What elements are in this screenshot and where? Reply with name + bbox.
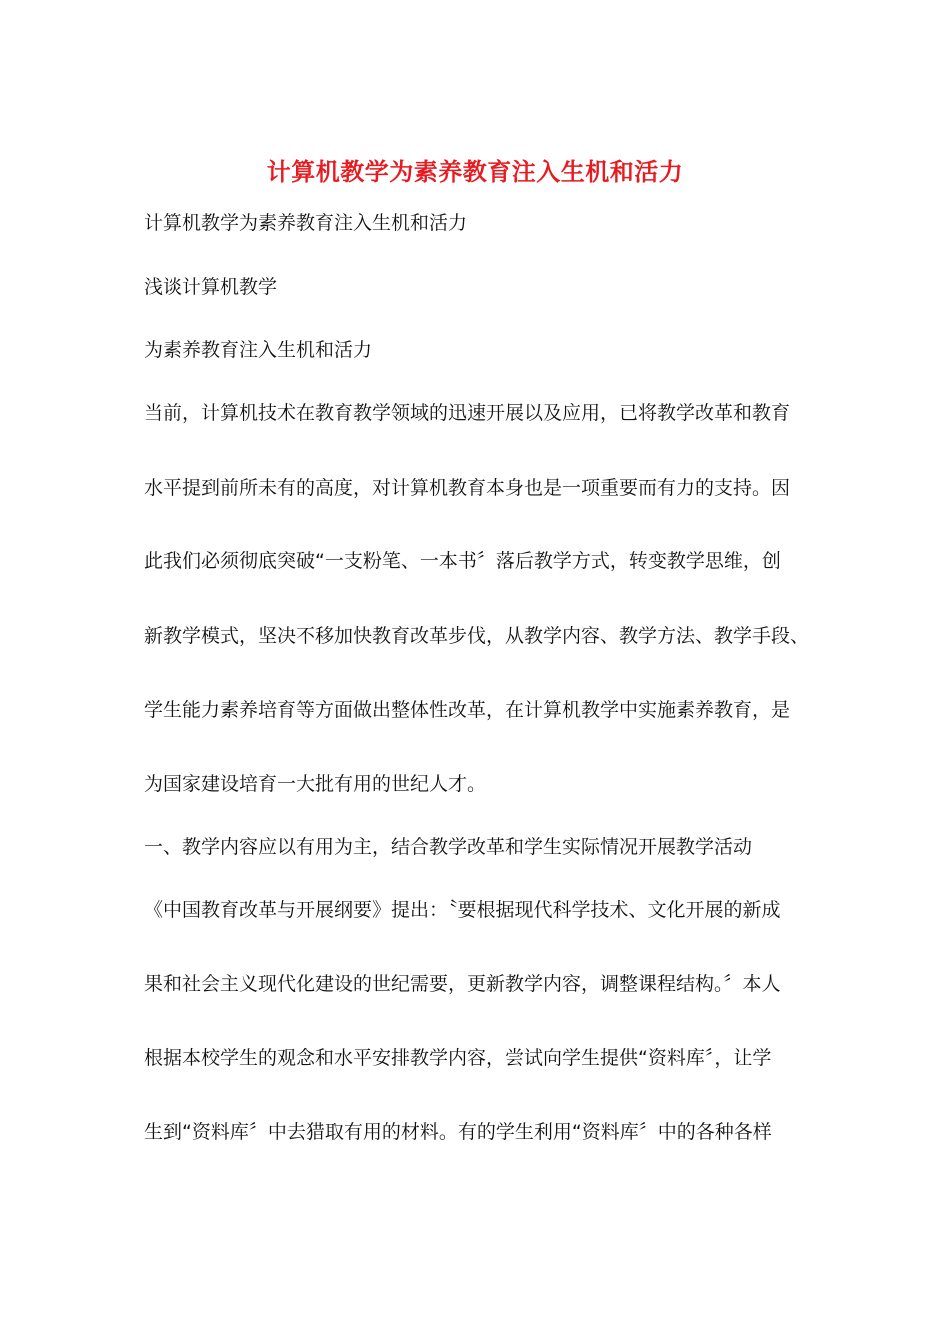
paragraph-line: 新教学模式，坚决不移加快教育改革步伐，从教学内容、教学方法、教学手段、 [144, 625, 810, 647]
subtitle-line: 浅谈计算机教学 [144, 276, 278, 298]
paragraph-line: 学生能力素养培育等方面做出整体性改革，在计算机教学中实施素养教育，是 [144, 699, 791, 721]
section-heading: 一、教学内容应以有用为主，结合教学改革和学生实际情况开展教学活动 [144, 836, 753, 858]
subtitle-line: 计算机教学为素养教育注入生机和活力 [144, 212, 468, 234]
paragraph-line: 果和社会主义现代化建设的世纪需要，更新教学内容，调整课程结构。〞本人 [144, 973, 781, 995]
paragraph-line: 为国家建设培育一大批有用的世纪人才。 [144, 773, 487, 795]
paragraph-line: 当前，计算机技术在教育教学领域的迅速开展以及应用，已将教学改革和教育 [144, 402, 791, 424]
paragraph-line: 水平提到前所未有的高度，对计算机教育本身也是一项重要而有力的支持。因 [144, 477, 791, 499]
paragraph-line: 根据本校学生的观念和水平安排教学内容，尝试向学生提供“资料库〞，让学 [144, 1047, 772, 1069]
paragraph-line: 生到“资料库〞中去猎取有用的材料。有的学生利用“资料库〞中的各种各样 [144, 1121, 772, 1143]
paragraph-line: 《中国教育改革与开展纲要》提出：〝要根据现代科学技术、文化开展的新成 [144, 899, 781, 921]
document-title: 计算机教学为素养教育注入生机和活力 [266, 157, 684, 186]
subtitle-line: 为素养教育注入生机和活力 [144, 339, 373, 361]
paragraph-line: 此我们必须彻底突破“一支粉笔、一本书〞落后教学方式，转变教学思维，创 [144, 550, 781, 572]
